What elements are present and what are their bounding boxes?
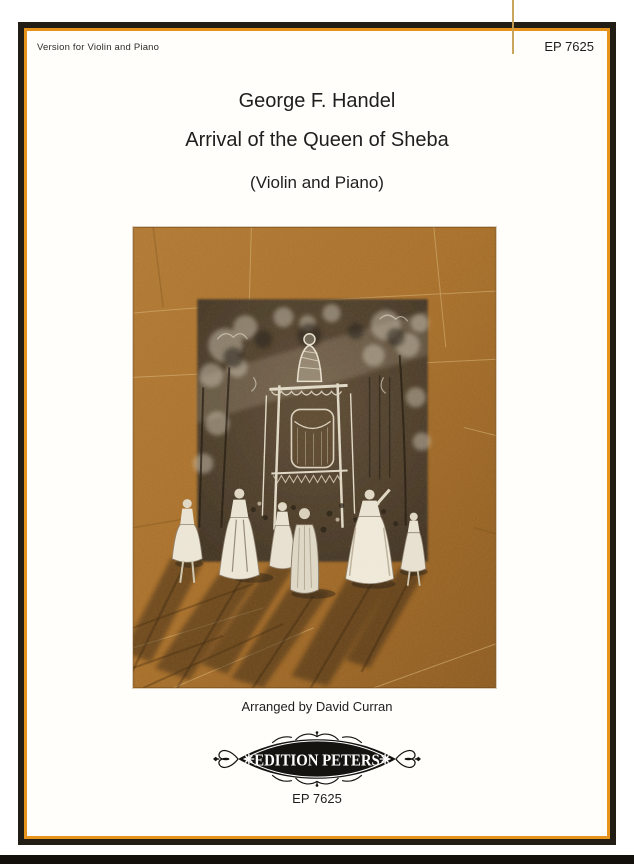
version-label: Version for Violin and Piano bbox=[37, 42, 160, 53]
bottom-trim-bar bbox=[0, 855, 634, 864]
registration-mark bbox=[512, 0, 514, 54]
work-title: Arrival of the Queen of Sheba bbox=[185, 129, 449, 151]
composer-name: George F. Handel bbox=[238, 90, 396, 112]
catalog-number-top: EP 7625 bbox=[544, 39, 594, 54]
cover-illustration bbox=[133, 227, 496, 688]
instrumentation-label: (Violin and Piano) bbox=[250, 173, 384, 192]
cover-frame bbox=[18, 22, 616, 845]
cover-frame-inner-rule bbox=[24, 28, 610, 839]
catalog-number-bottom: EP 7625 bbox=[292, 791, 342, 806]
publisher-logo-text: EDITION PETERS bbox=[254, 750, 380, 770]
arranger-credit: Arranged by David Curran bbox=[241, 699, 393, 714]
edition-peters-logo bbox=[213, 730, 421, 788]
publisher-logo-row bbox=[27, 730, 607, 788]
